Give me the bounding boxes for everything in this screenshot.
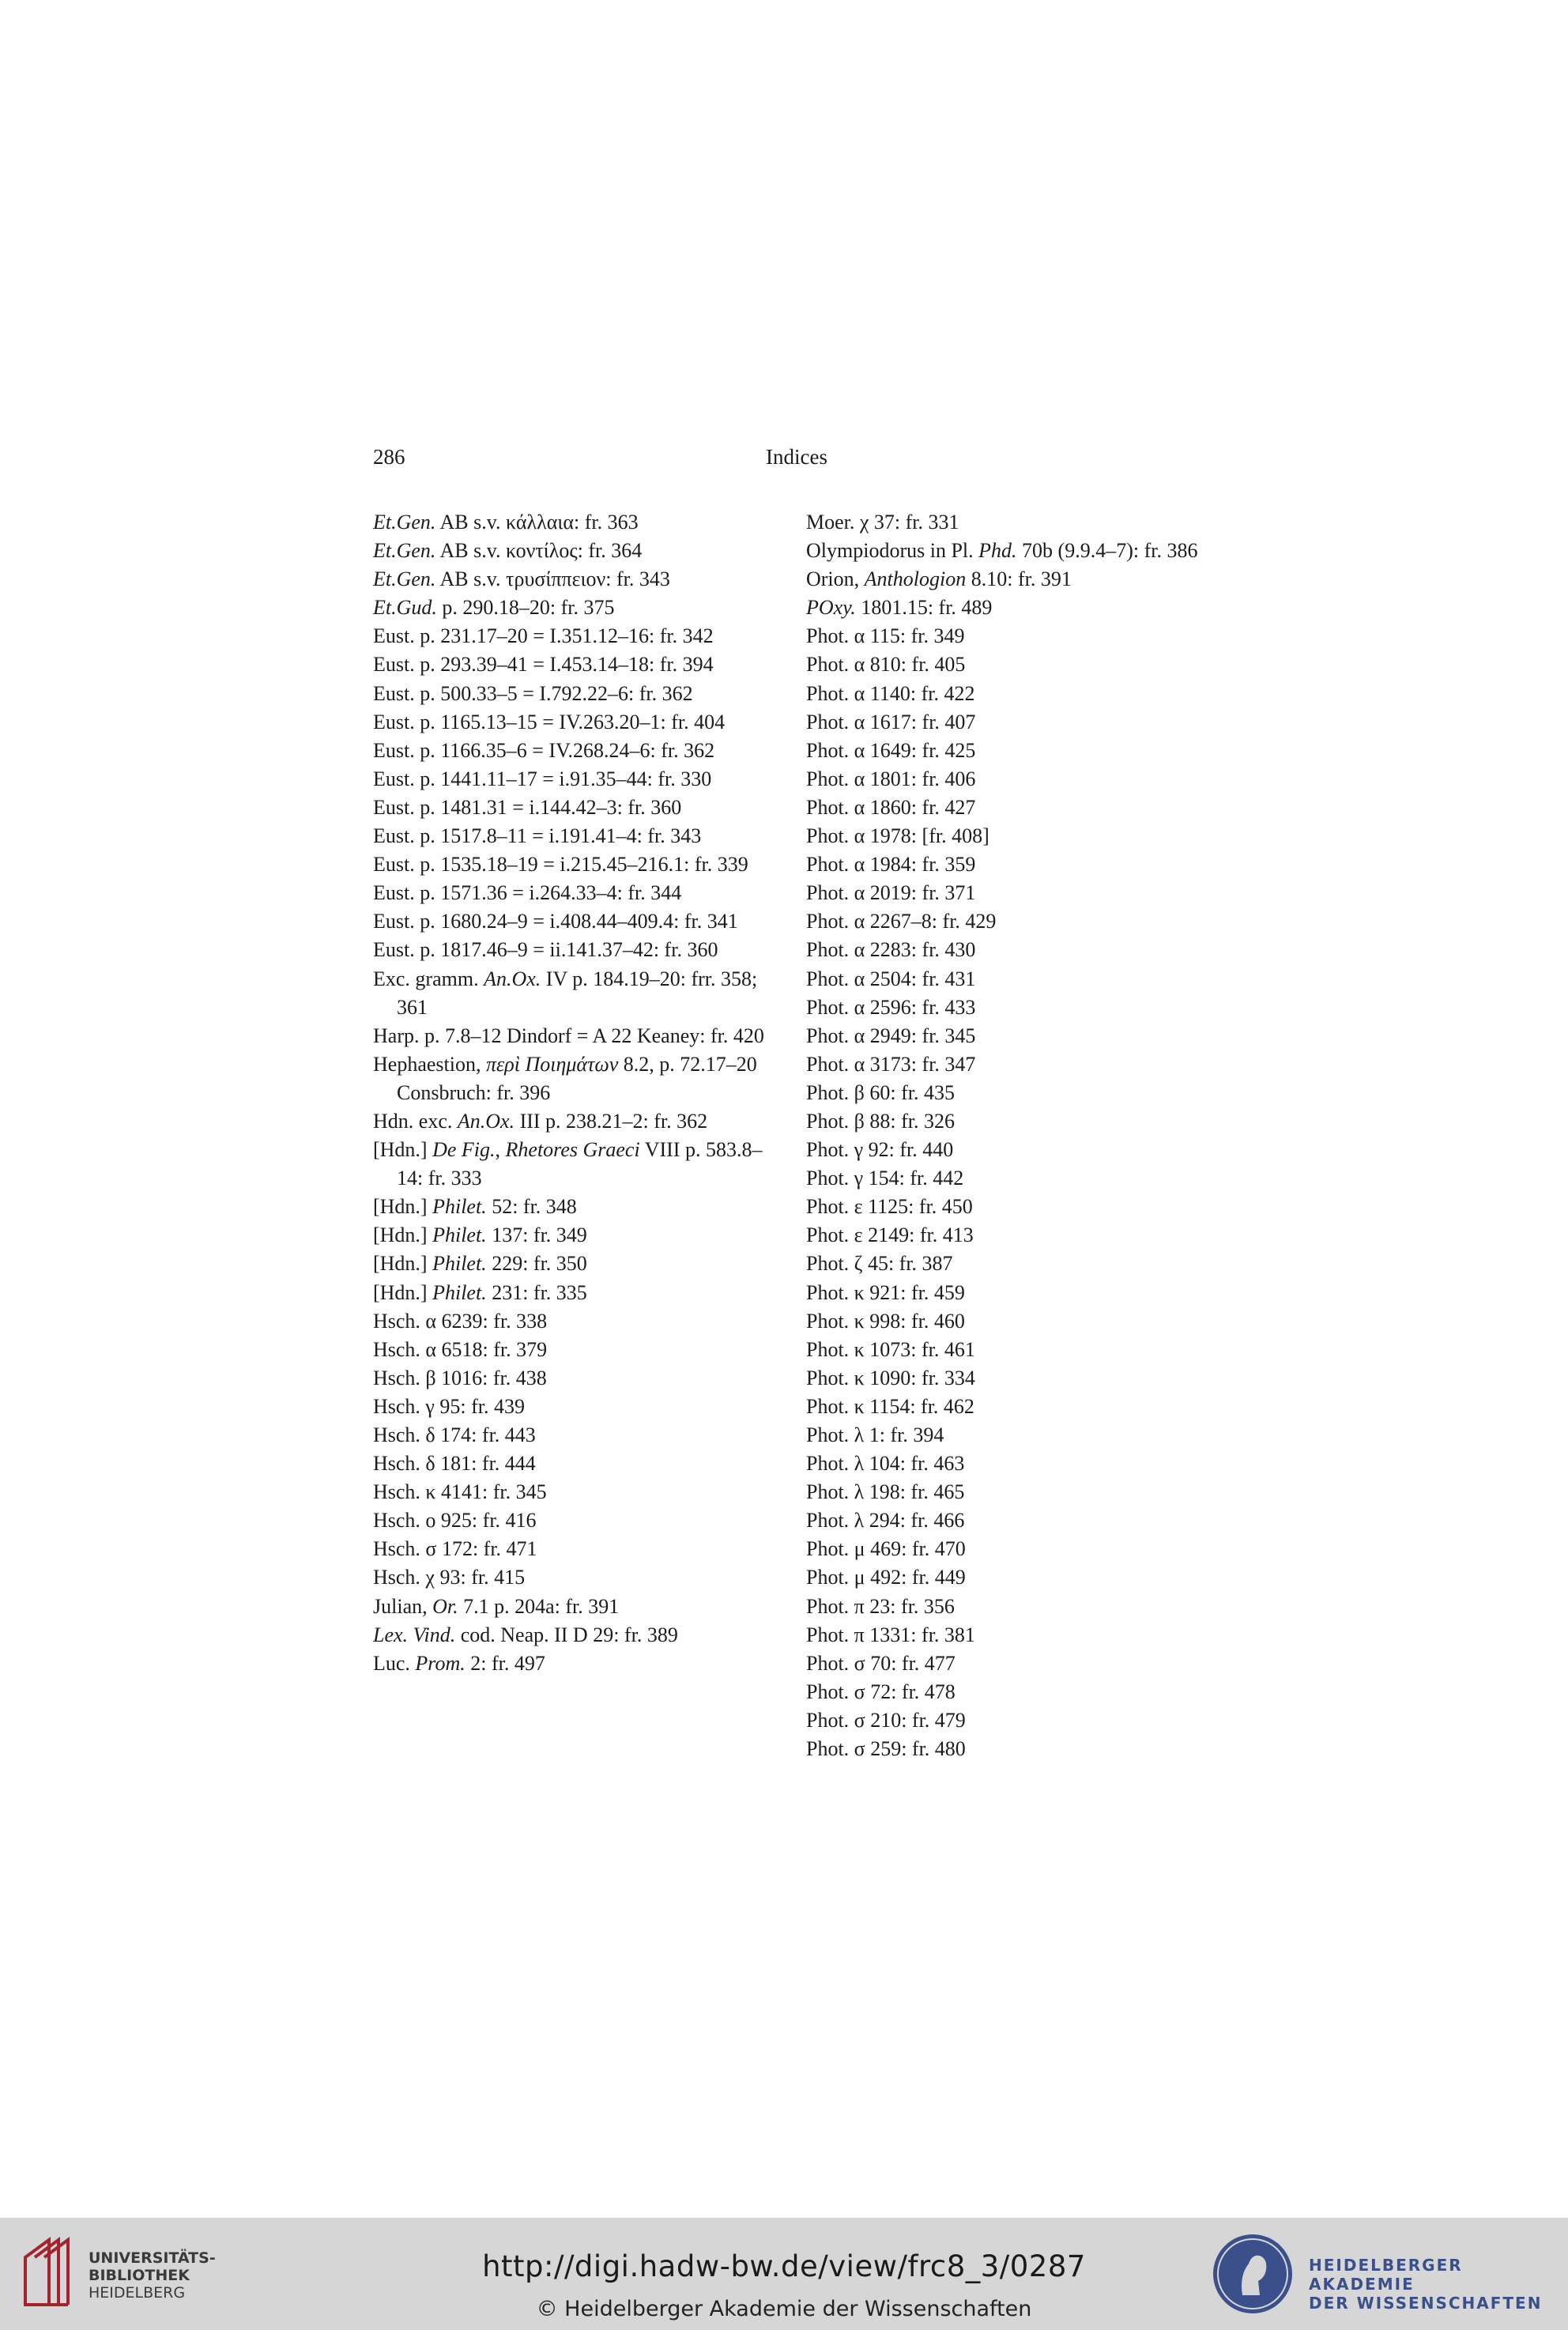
index-entry: Eust. p. 1535.18–19 = i.215.45–216.1: fr. 339: [373, 853, 748, 877]
index-entry: Phot. ζ 45: fr. 387: [806, 1252, 953, 1276]
academy-logo-line: HEIDELBERGER AKADEMIE: [1309, 2256, 1463, 2294]
index-entry: Eust. p. 1817.46–9 = ii.141.37–42: fr. 360: [373, 938, 718, 962]
index-entry: Eust. p. 231.17–20 = I.351.12–16: fr. 342: [373, 624, 714, 648]
index-entry: [Hdn.] Philet. 52: fr. 348: [373, 1195, 577, 1219]
index-entry: Phot. λ 294: fr. 466: [806, 1509, 965, 1533]
index-entry: Phot. λ 198: fr. 465: [806, 1480, 965, 1504]
index-entry: [Hdn.] De Fig., Rhetores Graeci VIII p. 583.8–14: fr. 333: [373, 1138, 763, 1190]
index-entry: Lex. Vind. cod. Neap. II D 29: fr. 389: [373, 1623, 678, 1646]
index-entry: Phot. α 2949: fr. 345: [806, 1024, 976, 1047]
index-entry: Et.Gen. AB s.v. τρυσίππειον: fr. 343: [373, 567, 670, 591]
index-entry: Phot. α 1649: fr. 425: [806, 738, 976, 762]
library-logo-line: UNIVERSITÄTS-: [89, 2249, 216, 2267]
index-entry: Phot. α 1617: fr. 407: [806, 710, 976, 733]
index-entry: Olympiodorus in Pl. Phd. 70b (9.9.4–7): fr. 386: [806, 539, 1198, 563]
index-entry: Eust. p. 1441.11–17 = i.91.35–44: fr. 330: [373, 767, 712, 790]
index-entry: Hsch. χ 93: fr. 415: [373, 1566, 526, 1589]
index-entry: Exc. gramm. An.Ox. IV p. 184.19–20: frr. 358; 361: [373, 967, 758, 1019]
index-entry: Hsch. α 6518: fr. 379: [373, 1337, 548, 1361]
index-entry: Luc. Prom. 2: fr. 497: [373, 1651, 545, 1675]
index-entry: Phot. α 1860: fr. 427: [806, 795, 976, 819]
index-entry: Hsch. κ 4141: fr. 345: [373, 1480, 547, 1504]
index-entry: Phot. σ 259: fr. 480: [806, 1737, 966, 1761]
index-entry: Phot. σ 210: fr. 479: [806, 1708, 966, 1732]
index-column-right: [806, 508, 1233, 1763]
index-entry: Julian, Or. 7.1 p. 204a: fr. 391: [373, 1594, 620, 1618]
index-entry: Phot. α 115: fr. 349: [806, 624, 965, 648]
index-entry: POxy. 1801.15: fr. 489: [806, 596, 993, 620]
permalink-url[interactable]: http://digi.hadw-bw.de/view/frc8_3/0287: [482, 2249, 1086, 2283]
index-entry: Hsch. δ 174: fr. 443: [373, 1423, 536, 1446]
index-entry: Phot. γ 92: fr. 440: [806, 1138, 954, 1162]
index-entry: Eust. p. 293.39–41 = I.453.14–18: fr. 394: [373, 653, 714, 677]
index-entry: Phot. α 3173: fr. 347: [806, 1052, 976, 1076]
index-entry: Phot. κ 921: fr. 459: [806, 1280, 965, 1304]
index-entry: Phot. α 810: fr. 405: [806, 653, 966, 677]
page-number: 286: [373, 445, 405, 469]
index-entry: Phot. λ 1: fr. 394: [806, 1423, 944, 1446]
index-entry: Phot. σ 70: fr. 477: [806, 1651, 956, 1675]
index-entry: Phot. π 23: fr. 356: [806, 1594, 955, 1618]
footer-bar: [0, 2218, 1568, 2330]
index-entry: Phot. ε 1125: fr. 450: [806, 1195, 973, 1219]
library-logo-line: HEIDELBERG: [89, 2284, 186, 2302]
index-entry: Phot. κ 1154: fr. 462: [806, 1394, 974, 1418]
index-entry: Eust. p. 1571.36 = i.264.33–4: fr. 344: [373, 881, 682, 905]
index-entry: Phot. α 1801: fr. 406: [806, 767, 976, 790]
index-entry: [Hdn.] Philet. 231: fr. 335: [373, 1280, 587, 1304]
page-header: [373, 445, 1220, 477]
index-entry: Hsch. γ 95: fr. 439: [373, 1394, 526, 1418]
index-entry: Phot. β 88: fr. 326: [806, 1109, 956, 1133]
index-entry: Phot. μ 492: fr. 449: [806, 1566, 966, 1589]
index-entry: Orion, Anthologion 8.10: fr. 391: [806, 567, 1072, 591]
index-entry: Phot. α 2283: fr. 430: [806, 938, 976, 962]
index-entry: [Hdn.] Philet. 229: fr. 350: [373, 1252, 587, 1276]
index-entry: Eust. p. 1166.35–6 = IV.268.24–6: fr. 362: [373, 738, 715, 762]
index-entry: Phot. α 2596: fr. 433: [806, 995, 976, 1019]
index-entry: Moer. χ 37: fr. 331: [806, 511, 959, 533]
index-entry: Hephaestion, περὶ Ποιημάτων 8.2, p. 72.17–20 Consbruch: fr. 396: [373, 1052, 757, 1104]
index-entry: Et.Gud. p. 290.18–20: fr. 375: [373, 596, 615, 620]
index-entry: Eust. p. 500.33–5 = I.792.22–6: fr. 362: [373, 681, 693, 705]
index-entry: Hsch. α 6239: fr. 338: [373, 1309, 548, 1333]
index-entry: Phot. λ 104: fr. 463: [806, 1452, 965, 1476]
index-entry: Phot. γ 154: fr. 442: [806, 1167, 964, 1190]
index-entry: Phot. κ 1090: fr. 334: [806, 1366, 975, 1389]
index-entry: Eust. p. 1517.8–11 = i.191.41–4: fr. 343: [373, 824, 702, 848]
index-entry: Phot. α 1978: [fr. 408]: [806, 824, 989, 848]
index-entry: [Hdn.] Philet. 137: fr. 349: [373, 1223, 587, 1247]
index-entry: Phot. κ 998: fr. 460: [806, 1309, 965, 1333]
index-entry: Hsch. ο 925: fr. 416: [373, 1509, 537, 1533]
index-entry: Hsch. δ 181: fr. 444: [373, 1452, 536, 1476]
running-title: Indices: [766, 445, 827, 469]
index-entry: Phot. α 2504: fr. 431: [806, 967, 976, 990]
index-entry: Harp. p. 7.8–12 Dindorf = A 22 Keaney: fr. 420: [373, 1024, 764, 1047]
index-entry: Phot. κ 1073: fr. 461: [806, 1337, 975, 1361]
index-entry: Phot. π 1331: fr. 381: [806, 1623, 975, 1646]
index-entry: Phot. μ 469: fr. 470: [806, 1537, 966, 1561]
index-entry: Phot. α 2019: fr. 371: [806, 881, 976, 905]
index-column-left: [373, 508, 784, 1678]
library-logo-line: BIBLIOTHEK: [89, 2267, 190, 2284]
index-entry: Hsch. β 1016: fr. 438: [373, 1366, 547, 1389]
academy-logo-line: DER WISSENSCHAFTEN: [1309, 2294, 1543, 2313]
index-entry: Eust. p. 1165.13–15 = IV.263.20–1: fr. 404: [373, 710, 726, 733]
index-entry: Hsch. σ 172: fr. 471: [373, 1537, 537, 1561]
index-entry: Hdn. exc. An.Ox. III p. 238.21–2: fr. 362: [373, 1109, 708, 1133]
index-entry: Phot. ε 2149: fr. 413: [806, 1223, 974, 1247]
index-entry: Phot. α 2267–8: fr. 429: [806, 910, 997, 933]
index-entry: Phot. σ 72: fr. 478: [806, 1680, 956, 1703]
index-entry: Eust. p. 1680.24–9 = i.408.44–409.4: fr. 341: [373, 910, 738, 933]
index-entry: Eust. p. 1481.31 = i.144.42–3: fr. 360: [373, 795, 682, 819]
index-entry: Phot. α 1140: fr. 422: [806, 681, 975, 705]
index-entry: Phot. β 60: fr. 435: [806, 1080, 956, 1104]
index-entry: Et.Gen. AB s.v. κάλλαια: fr. 363: [373, 511, 639, 533]
index-entry: Phot. α 1984: fr. 359: [806, 853, 976, 877]
academy-logo-text: [1309, 2256, 1568, 2313]
academy-seal-icon: [1211, 2232, 1295, 2316]
copyright-notice: © Heidelberger Akademie der Wissenschaften: [536, 2297, 1032, 2321]
index-entry: Et.Gen. AB s.v. κοντίλος: fr. 364: [373, 539, 643, 563]
